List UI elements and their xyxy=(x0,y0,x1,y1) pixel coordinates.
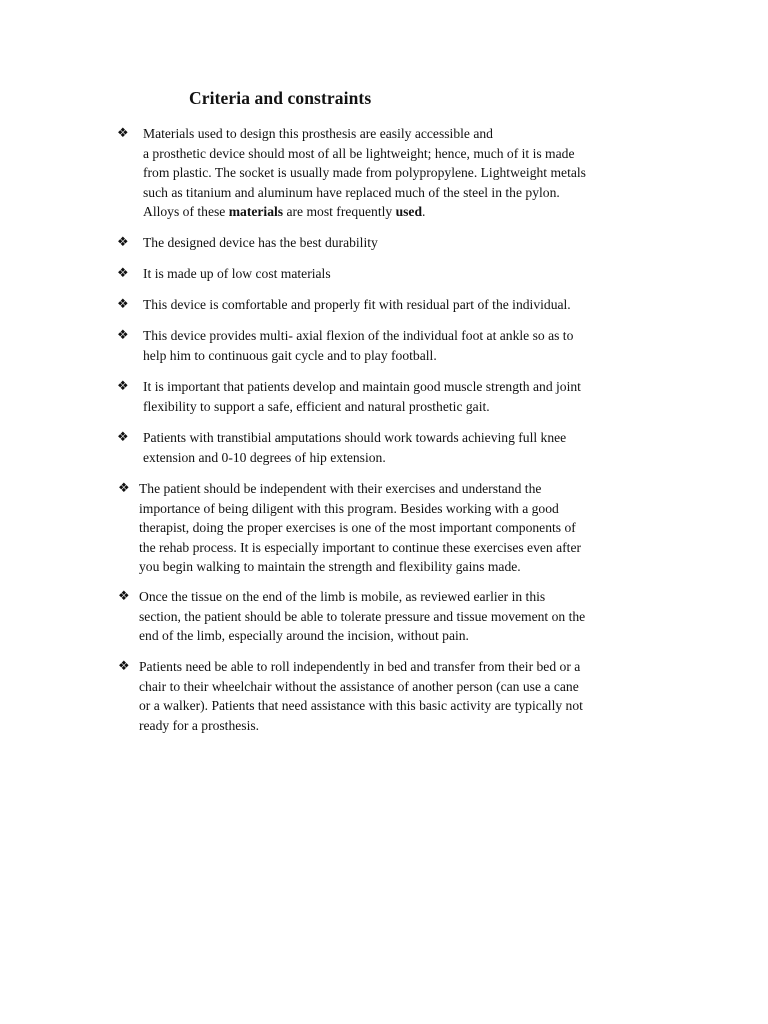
diamond-bullet-icon: ❖ xyxy=(117,126,129,141)
text-line: section, the patient should be able to tolerate pressure and tissue movement on the xyxy=(139,608,586,624)
list-item-text xyxy=(139,587,585,646)
diamond-bullet-icon: ❖ xyxy=(117,266,129,281)
text-line: It is important that patients develop and maintain good muscle strength and joint xyxy=(143,379,581,394)
list-item-text xyxy=(143,124,586,222)
list-item-text xyxy=(143,295,571,315)
list-item-text xyxy=(139,479,581,577)
diamond-bullet-icon: ❖ xyxy=(117,235,129,250)
text-line: you begin walking to maintain the strength and flexibility gains made. xyxy=(139,559,521,574)
text-line: Patients need be able to roll independently in bed and transfer from their bed or a xyxy=(139,659,581,674)
diamond-bullet-icon: ❖ xyxy=(118,589,130,604)
diamond-bullet-icon: ❖ xyxy=(117,328,129,343)
text-line: This device provides multi- axial flexion of the individual foot at ankle so as to xyxy=(143,328,574,343)
text-line: such as titanium and aluminum have replaced much of the steel in the pylon. xyxy=(143,184,560,200)
list-item-text xyxy=(143,264,331,284)
page-title: Criteria and constraints xyxy=(189,88,372,108)
list-item-text xyxy=(143,233,378,253)
text-span: . xyxy=(422,204,426,219)
text-line xyxy=(143,202,586,222)
text-line: Materials used to design this prosthesis are easily accessible and xyxy=(143,126,493,141)
list-item-text xyxy=(143,377,581,416)
diamond-bullet-icon: ❖ xyxy=(117,379,129,394)
text-span: Alloys of these xyxy=(143,204,229,219)
text-line: This device is comfortable and properly fit with residual part of the individual. xyxy=(143,297,571,312)
text-line: ready for a prosthesis. xyxy=(139,717,260,733)
list-item-text xyxy=(143,428,566,467)
text-line: It is made up of low cost materials xyxy=(143,266,331,281)
text-line: a prosthetic device should most of all be lightweight; hence, much of it is made xyxy=(143,145,575,161)
text-span: are most frequently xyxy=(283,204,396,219)
text-line: from plastic. The socket is usually made from polypropylene. Lightweight metals xyxy=(143,165,586,180)
text-line: Once the tissue on the end of the limb is mobile, as reviewed earlier in this xyxy=(139,589,546,604)
diamond-bullet-icon: ❖ xyxy=(118,659,130,674)
text-line: or a walker). Patients that need assistance with this basic activity are typically not xyxy=(139,698,583,713)
text-line: Patients with transtibial amputations should work towards achieving full knee xyxy=(143,430,567,445)
bold-text: used xyxy=(395,204,423,219)
text-line: help him to continuous gait cycle and to play football. xyxy=(143,347,437,363)
text-line: chair to their wheelchair without the assistance of another person (can use a cane xyxy=(139,678,579,694)
text-line: importance of being diligent with this program. Besides working with a good xyxy=(139,500,559,516)
diamond-bullet-icon: ❖ xyxy=(117,430,129,445)
text-line: therapist, doing the proper exercises is one of the most important components of xyxy=(139,520,576,535)
bold-text: materials xyxy=(228,204,284,219)
text-line: the rehab process. It is especially important to continue these exercises even after xyxy=(139,539,582,555)
diamond-bullet-icon: ❖ xyxy=(118,481,130,496)
text-line: extension and 0-10 degrees of hip extension. xyxy=(143,449,386,465)
list-item-text xyxy=(139,657,583,735)
text-line: The patient should be independent with their exercises and understand the xyxy=(139,481,542,496)
text-line: flexibility to support a safe, efficient and natural prosthetic gait. xyxy=(143,398,490,414)
text-line: The designed device has the best durability xyxy=(143,235,378,250)
diamond-bullet-icon: ❖ xyxy=(117,297,129,312)
text-line: end of the limb, especially around the incision, without pain. xyxy=(139,628,469,643)
list-item-text xyxy=(143,326,573,365)
